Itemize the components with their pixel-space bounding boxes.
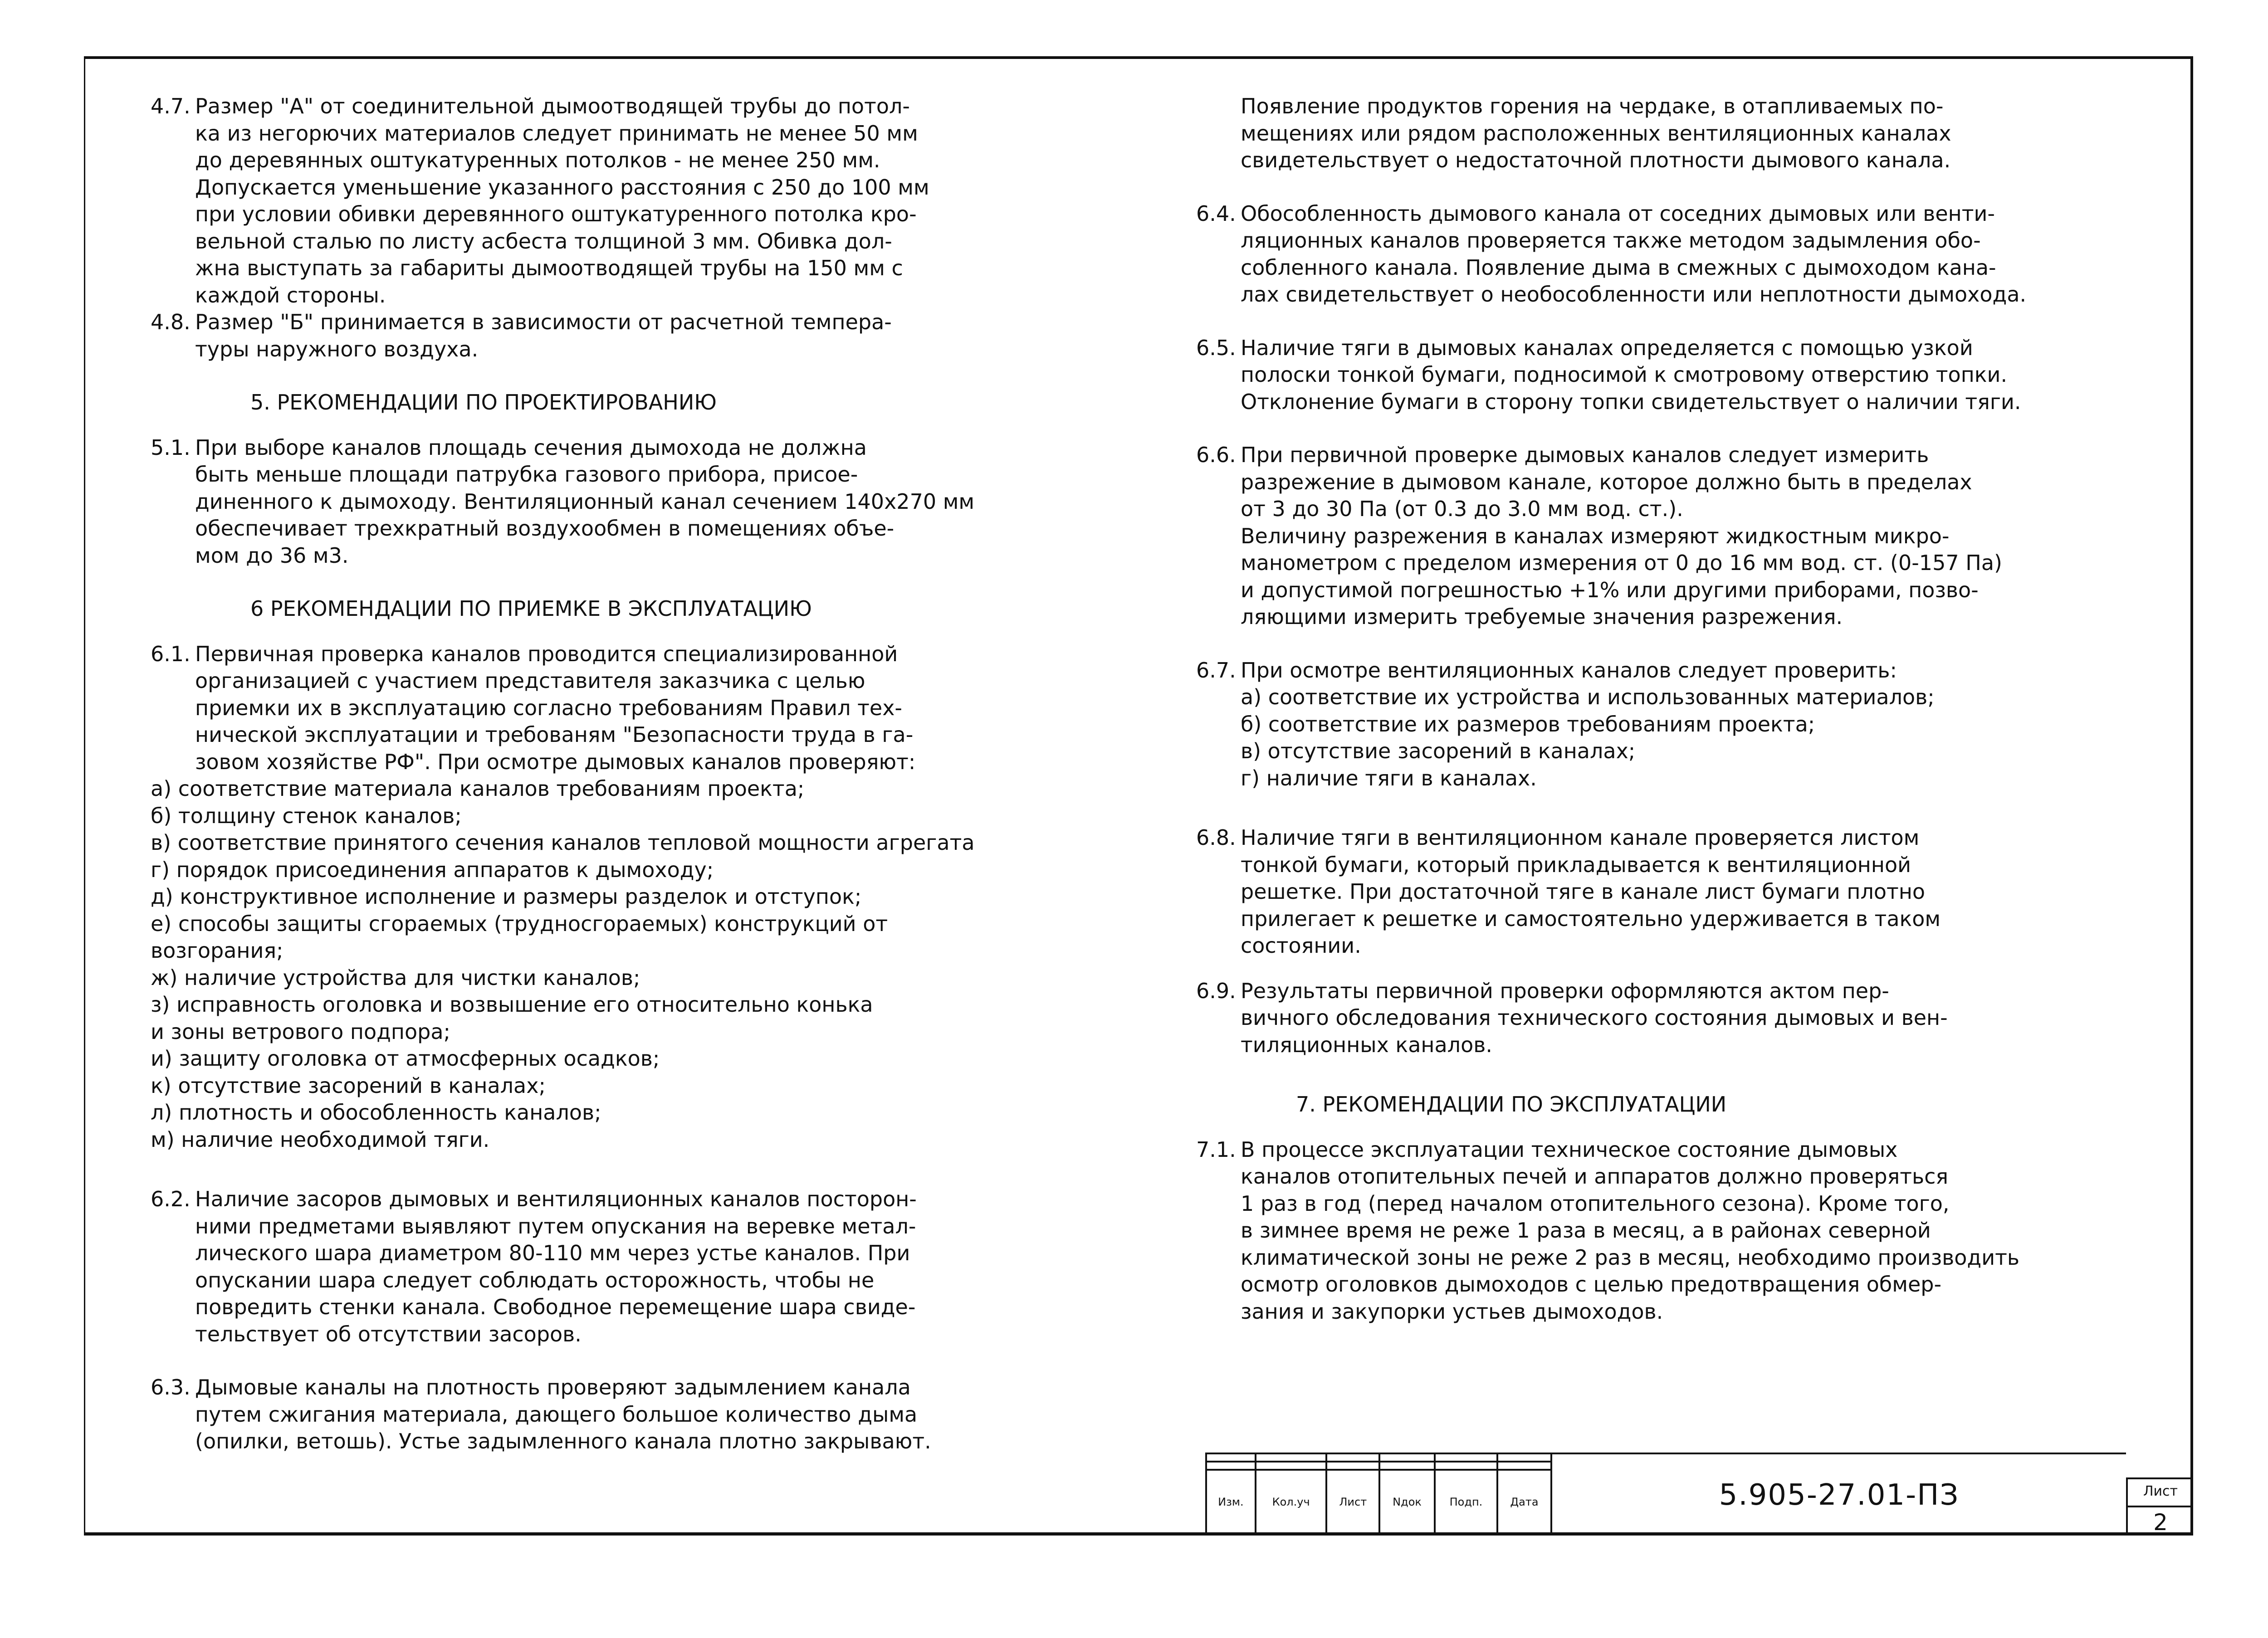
clause-6-1 <box>151 641 1167 776</box>
revision-grid <box>1205 1453 1552 1536</box>
col-header-kol-uch: Кол.уч <box>1256 1470 1327 1535</box>
checklist-6-1 <box>151 775 1167 1153</box>
list-item: е) способы защиты сгораемых (трудносгораемых) конструкций от возгорания; <box>151 911 888 963</box>
clause-6-7 <box>1196 657 2158 792</box>
clause-number: 6.1. <box>151 641 191 666</box>
list-item: г) порядок присоединения аппаратов к дымоходу; <box>151 857 714 882</box>
clause-text: Наличие тяги в дымовых каналах определяется с помощью узкой полоски тонкой бумаги, подносимой к смотровому отверстию топки. Отклонение бумаги в сторону топки свидетельствует о наличии тяги. <box>1241 335 2021 414</box>
clause-4-7 <box>151 93 1167 309</box>
clause-7-1 <box>1196 1136 2158 1326</box>
sheet-label: Лист <box>2128 1479 2193 1507</box>
clause-text: Обособленность дымового канала от соседних дымовых или венти- ляционных каналов проверяется также методом задымления обо- собленного канала. Появление дыма в смежных с дымоходом кана- лах свидетельствует о необособленности или неплотности дымохода. <box>1241 201 2027 307</box>
col-header-ndok: Nдок <box>1379 1470 1435 1535</box>
clause-6-9 <box>1196 978 2158 1059</box>
list-item: л) плотность и обособленность каналов; <box>151 1100 601 1125</box>
list-item: в) соответствие принятого сечения каналов тепловой мощности агрегата <box>151 830 975 855</box>
clause-6-8 <box>1196 824 2158 960</box>
clause-number: 5.1. <box>151 435 191 460</box>
clause-text: При первичной проверке дымовых каналов следует измерить разрежение в дымовом канале, которое должно быть в пределах от 3 до 30 Па (от 0.3 до 3.0 мм вод. ст.). Величину разрежения в каналах измеряют жидкостным микро- манометром с пределом измерения от 0 до 16 мм вод. ст. (0-157 Па) и допустимой погрешностью +1% или другими приборами, позво- ляющими измерить требуемые значения разрежения. <box>1241 443 2002 629</box>
clause-text: Дымовые каналы на плотность проверяют задымлением канала путем сжигания материала, дающего большое количество дыма (опилки, ветошь). Устье задымленного канала плотно закрывают. <box>195 1375 931 1453</box>
list-item: з) исправность оголовка и возвышение его относительно конька и зоны ветрового подпора; <box>151 992 873 1044</box>
clause-number: 6.8. <box>1196 825 1236 850</box>
clause-number: 6.2. <box>151 1187 191 1211</box>
document-code: 5.905-27.01-ПЗ <box>1552 1453 2126 1536</box>
clause-text: Наличие тяги в вентиляционном канале проверяется листом тонкой бумаги, который прикладывается к вентиляционной решетке. При достаточной тяге в канале лист бумаги плотно прилегает к решетке и самостоятельно удерживается в таком состоянии. <box>1241 825 1941 958</box>
sheet-number: 2 <box>2153 1509 2168 1536</box>
section-5-heading: 5. РЕКОМЕНДАЦИИ ПО ПРОЕКТИРОВАНИЮ <box>250 390 717 414</box>
clause-number: 6.5. <box>1196 335 1236 360</box>
clause-6-6 <box>1196 442 2158 631</box>
col-header-izm: Изм. <box>1206 1470 1256 1535</box>
clause-text: При выборе каналов площадь сечения дымохода не должна быть меньше площади патрубка газового прибора, присое- диненного к дымоходу. Вентиляционный канал сечением 140х270 мм обеспечивает трехкратный воздухообмен в помещениях объе- мом до 36 м3. <box>195 435 975 568</box>
section-6-heading: 6 РЕКОМЕНДАЦИИ ПО ПРИЕМКЕ В ЭКСПЛУАТАЦИЮ <box>250 596 812 621</box>
list-item: д) конструктивное исполнение и размеры разделок и отступок; <box>151 884 862 909</box>
list-item: б) толщину стенок каналов; <box>151 803 462 828</box>
clause-6-3-continued <box>1196 93 2158 174</box>
list-item: и) защиту оголовка от атмосферных осадков; <box>151 1046 660 1071</box>
list-item: ж) наличие устройства для чистки каналов; <box>151 965 640 990</box>
clause-text: Размер "Б" принимается в зависимости от расчетной темпера- туры наружного воздуха. <box>195 310 892 361</box>
title-block <box>1205 1453 2193 1536</box>
clause-4-8 <box>151 309 1167 363</box>
clause-number: 6.7. <box>1196 658 1236 682</box>
clause-number: 6.9. <box>1196 978 1236 1003</box>
list-item: а) соответствие материала каналов требованиям проекта; <box>151 776 805 801</box>
col-header-podp: Подп. <box>1435 1470 1497 1535</box>
left-column <box>151 93 1167 1455</box>
clause-text: При осмотре вентиляционных каналов следует проверить: а) соответствие их устройства и использованных материалов; б) соответствие их размеров требованиям проекта; в) отсутствие засорений в каналах; г) наличие тяги в каналах. <box>1241 658 1935 790</box>
clause-number: 7.1. <box>1196 1137 1236 1162</box>
clause-6-4 <box>1196 200 2158 308</box>
clause-text: Размер "А" от соединительной дымоотводящей трубы до потол- ка из негорючих материалов следует принимать не менее 50 мм до деревянных оштукатуренных потолков - не менее 250 мм. Допускается уменьшение указанного расстояния с 250 до 100 мм при условии обивки деревянного оштукатуренного потолка кро- вельной сталью по листу асбеста толщиной 3 мм. Обивка дол- жна выступать за габариты дымоотводящей трубы на 150 мм с каждой стороны. <box>195 94 929 307</box>
clause-text: Результаты первичной проверки оформляются актом пер- вичного обследования технического состояния дымовых и вен- тиляционных каналов. <box>1241 978 1948 1057</box>
clause-text: Наличие засоров дымовых и вентиляционных каналов посторон- ними предметами выявляют путем опускания на веревке метал- лического шара диаметром 80-110 мм через устье каналов. При опускании шара следует соблюдать осторожность, чтобы не повредить стенки канала. Свободное перемещение шара свиде- тельствует об отсутствии засоров. <box>195 1187 917 1346</box>
right-column <box>1196 93 2158 1325</box>
clause-text: Первичная проверка каналов проводится специализированной организацией с участием представителя заказчика с целью приемки их в эксплуатацию согласно требованиям Правил тех- нической эксплуатации и требованям "Безопасности труда в га- зовом хозяйстве РФ". При осмотре дымовых каналов проверяют: <box>195 641 916 774</box>
section-7-heading: 7. РЕКОМЕНДАЦИИ ПО ЭКСПЛУАТАЦИИ <box>1296 1092 1727 1116</box>
list-item: к) отсутствие засорений в каналах; <box>151 1073 546 1098</box>
clause-number: 4.8. <box>151 310 191 334</box>
list-item: м) наличие необходимой тяги. <box>151 1127 490 1152</box>
clause-text: Появление продуктов горения на чердаке, в отапливаемых по- мещениях или рядом расположенных вентиляционных каналах свидетельствует о недостаточной плотности дымового канала. <box>1241 94 1951 172</box>
clause-number: 6.3. <box>151 1375 191 1399</box>
clause-6-2 <box>151 1186 1167 1348</box>
clause-6-5 <box>1196 335 2158 416</box>
sheet-box <box>2126 1477 2193 1536</box>
clause-number: 6.4. <box>1196 201 1236 226</box>
clause-6-3 <box>151 1374 1167 1455</box>
clause-5-1 <box>151 434 1167 570</box>
clause-number: 6.6. <box>1196 443 1236 467</box>
col-header-data: Дата <box>1497 1470 1551 1535</box>
clause-text: В процессе эксплуатации техническое состояние дымовых каналов отопительных печей и аппаратов должно проверяться 1 раз в год (перед началом отопительного сезона). Кроме того, в зимнее время не реже 1 раза в месяц, а в районах северной климатической зоны не реже 2 раз в месяц, необходимо производить осмотр оголовков дымоходов с целью предотвращения обмер- зания и закупорки устьев дымоходов. <box>1241 1137 2020 1324</box>
col-header-list: Лист <box>1326 1470 1379 1535</box>
clause-number: 4.7. <box>151 94 191 118</box>
